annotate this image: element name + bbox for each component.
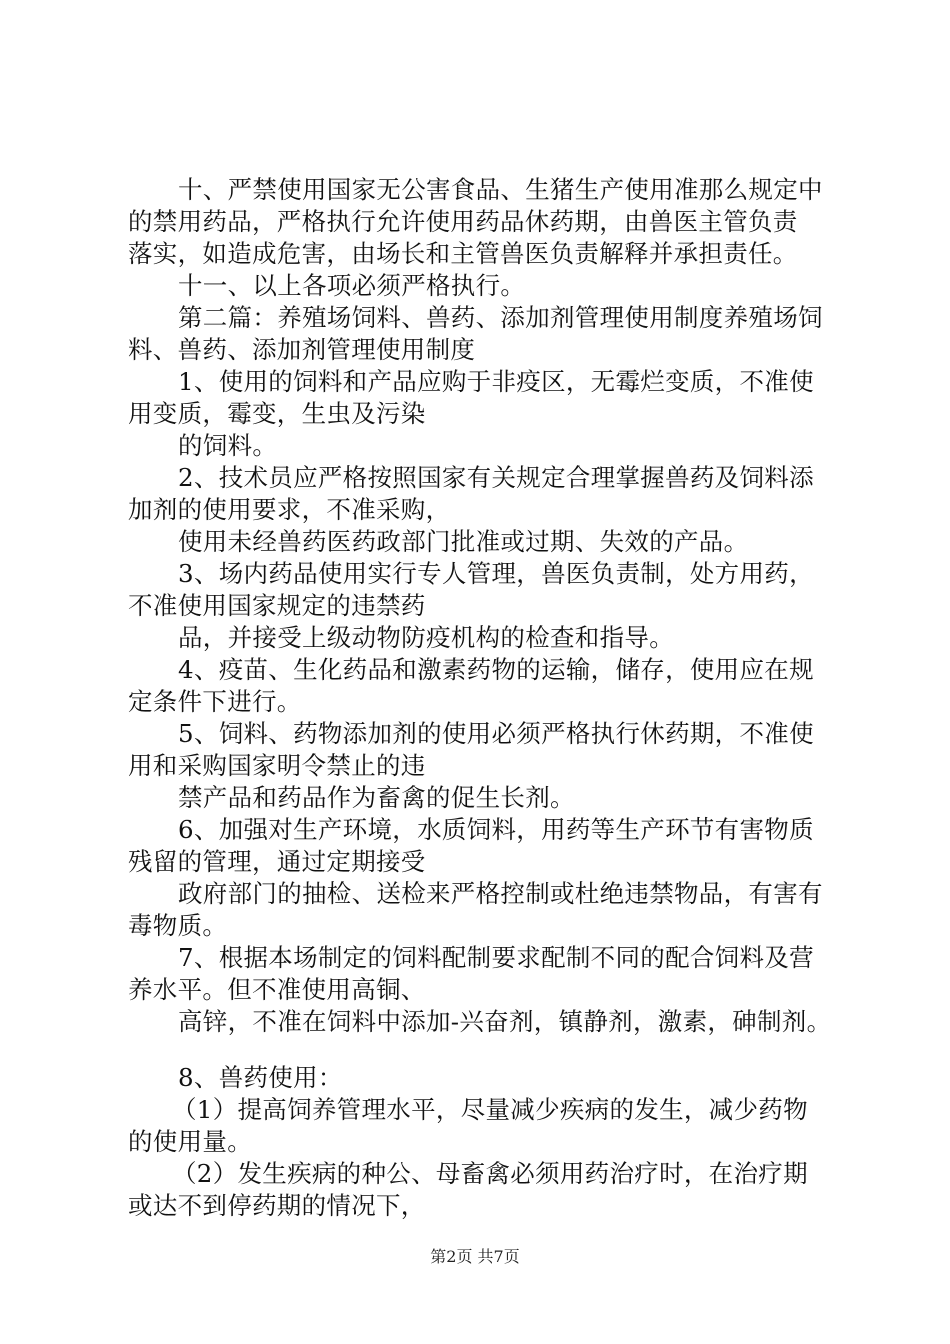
text-line: 5、饲料、药物添加剂的使用必须严格执行休药期，不准使 xyxy=(178,719,814,748)
text-line: 毒物质。 xyxy=(128,911,228,940)
text-line: 用变质，霉变，生虫及污染 xyxy=(128,399,426,428)
text-line: 政府部门的抽检、送检来严格控制或杜绝违禁物品，有害有 xyxy=(178,879,823,908)
text-line: 的饲料。 xyxy=(178,431,278,460)
text-line: 的使用量。 xyxy=(128,1127,252,1156)
text-line: 8、兽药使用： xyxy=(178,1063,343,1092)
text-line: 高锌，不准在饲料中添加-兴奋剂，镇静剂，激素，砷制剂。 xyxy=(178,1007,832,1036)
text-line: 定条件下进行。 xyxy=(128,687,302,716)
section-heading: 第二篇：养殖场饲料、兽药、添加剂管理使用制度养殖场饲 xyxy=(178,303,823,332)
text-line: 6、加强对生产环境，水质饲料，用药等生产环节有害物质 xyxy=(178,815,814,844)
text-line: 落实，如造成危害，由场长和主管兽医负责解释并承担责任。 xyxy=(128,239,798,268)
text-line: 残留的管理，通过定期接受 xyxy=(128,847,426,876)
text-line: 用和采购国家明令禁止的违 xyxy=(128,751,426,780)
text-line: （1）提高饲养管理水平，尽量减少疾病的发生，减少药物 xyxy=(172,1095,808,1124)
text-line: 2、技术员应严格按照国家有关规定合理掌握兽药及饲料添 xyxy=(178,463,814,492)
page-number: 第2页 共7页 xyxy=(430,1247,520,1266)
document-body xyxy=(128,174,836,1222)
text-line: 加剂的使用要求，不准采购， xyxy=(128,495,451,524)
text-line: 养水平。但不准使用高铜、 xyxy=(128,975,426,1004)
text-line: 十一、以上各项必须严格执行。 xyxy=(178,271,526,300)
text-line: 不准使用国家规定的违禁药 xyxy=(128,591,426,620)
text-line: 3、场内药品使用实行专人管理，兽医负责制，处方用药， xyxy=(178,559,814,588)
text-line: 禁产品和药品作为畜禽的促生长剂。 xyxy=(178,783,575,812)
text-line: 的禁用药品，严格执行允许使用药品休药期，由兽医主管负责 xyxy=(128,207,798,236)
section-heading: 料、兽药、添加剂管理使用制度 xyxy=(128,335,476,364)
text-line: 或达不到停药期的情况下， xyxy=(128,1191,426,1220)
text-line: 7、根据本场制定的饲料配制要求配制不同的配合饲料及营 xyxy=(178,943,814,972)
text-line: 1、使用的饲料和产品应购于非疫区，无霉烂变质，不准使 xyxy=(178,367,814,396)
text-line: 十、严禁使用国家无公害食品、生猪生产使用准那么规定中 xyxy=(178,175,823,204)
text-line: 使用未经兽药医药政部门批准或过期、失效的产品。 xyxy=(178,527,749,556)
text-line: 品，并接受上级动物防疫机构的检查和指导。 xyxy=(178,623,674,652)
text-line: （2）发生疾病的种公、母畜禽必须用药治疗时，在治疗期 xyxy=(172,1159,808,1188)
text-line: 4、疫苗、生化药品和激素药物的运输，储存，使用应在规 xyxy=(178,655,814,684)
